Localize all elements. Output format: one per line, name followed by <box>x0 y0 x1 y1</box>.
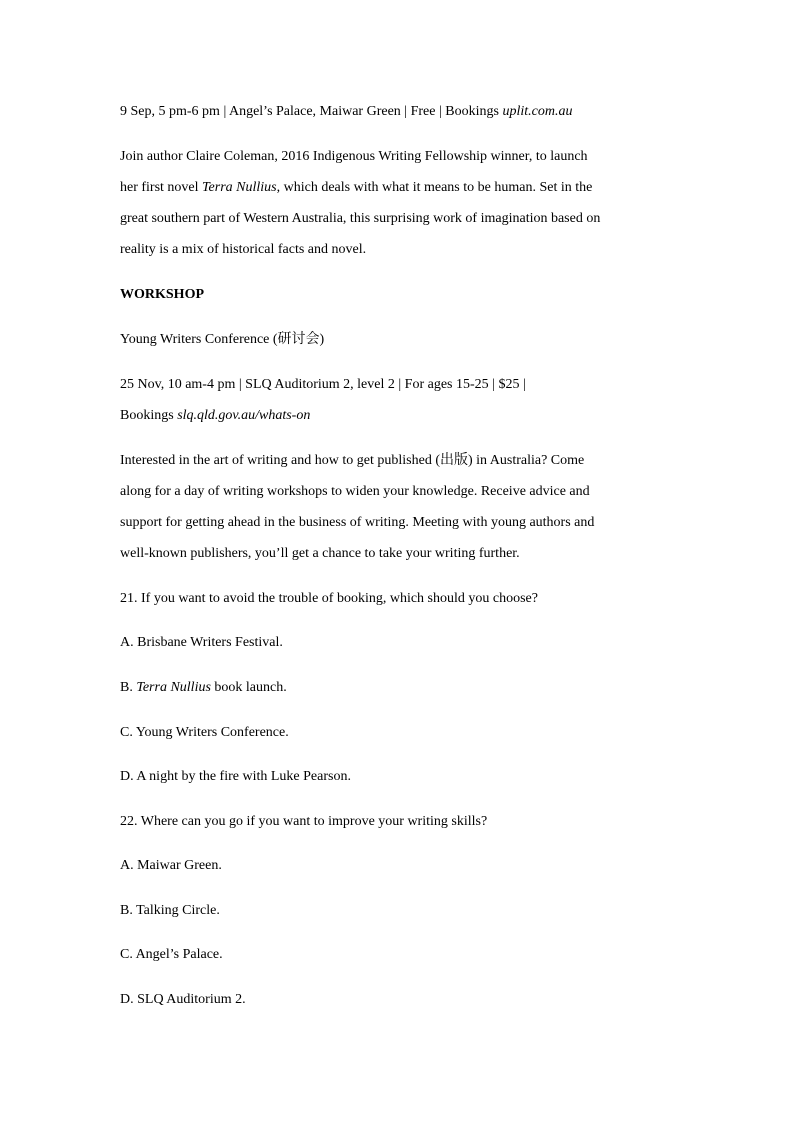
answer-option-b <box>120 679 287 697</box>
event-description-line: great southern part of Western Australia, this surprising work of imagination based on <box>120 211 601 226</box>
answer-option-c: C. Angel’s Palace. <box>120 947 223 962</box>
answer-option-d: D. A night by the fire with Luke Pearson. <box>120 769 351 784</box>
event-description-line: Join author Claire Coleman, 2016 Indigenous Writing Fellowship winner, to launch <box>120 149 588 164</box>
book-title: Terra Nullius <box>202 180 277 195</box>
answer-option-d: D. SLQ Auditorium 2. <box>120 992 246 1007</box>
answer-option-a: A. Brisbane Writers Festival. <box>120 635 283 650</box>
event-description-line: well-known publishers, you’ll get a chance to take your writing further. <box>120 546 520 561</box>
event-description-line: reality is a mix of historical facts and novel. <box>120 242 367 257</box>
option-letter: B. <box>120 680 137 695</box>
event-title: Young Writers Conference (研讨会) <box>120 332 325 347</box>
event-description-line <box>120 179 592 197</box>
bookings-label: Bookings <box>120 408 178 423</box>
event-info-line <box>120 407 310 425</box>
event-info-text: 9 Sep, 5 pm-6 pm | Angel’s Palace, Maiwar Green | Free | Bookings <box>120 104 499 119</box>
answer-option-c: C. Young Writers Conference. <box>120 725 289 740</box>
option-text: book launch. <box>210 680 287 695</box>
event-info-line <box>120 103 572 121</box>
description-text: , which deals with what it means to be human. Set in the <box>276 180 593 195</box>
event-description-line: support for getting ahead in the business of writing. Meeting with young authors and <box>120 515 595 530</box>
event-info-line: 25 Nov, 10 am-4 pm | SLQ Auditorium 2, level 2 | For ages 15-25 | $25 | <box>120 377 526 392</box>
answer-option-b: B. Talking Circle. <box>120 903 220 918</box>
book-title: Terra Nullius <box>136 680 211 695</box>
question-stem: 22. Where can you go if you want to improve your writing skills? <box>120 814 488 829</box>
section-heading: WORKSHOP <box>120 287 205 302</box>
description-text: her first novel <box>120 180 203 195</box>
question-stem: 21. If you want to avoid the trouble of booking, which should you choose? <box>120 591 538 606</box>
answer-option-a: A. Maiwar Green. <box>120 858 222 873</box>
event-description-line: along for a day of writing workshops to widen your knowledge. Receive advice and <box>120 484 590 499</box>
event-description-line: Interested in the art of writing and how to get published (出版) in Australia? Come <box>120 453 585 468</box>
booking-link[interactable]: slq.qld.gov.au/whats-on <box>177 408 311 423</box>
booking-link[interactable]: uplit.com.au <box>502 104 573 119</box>
